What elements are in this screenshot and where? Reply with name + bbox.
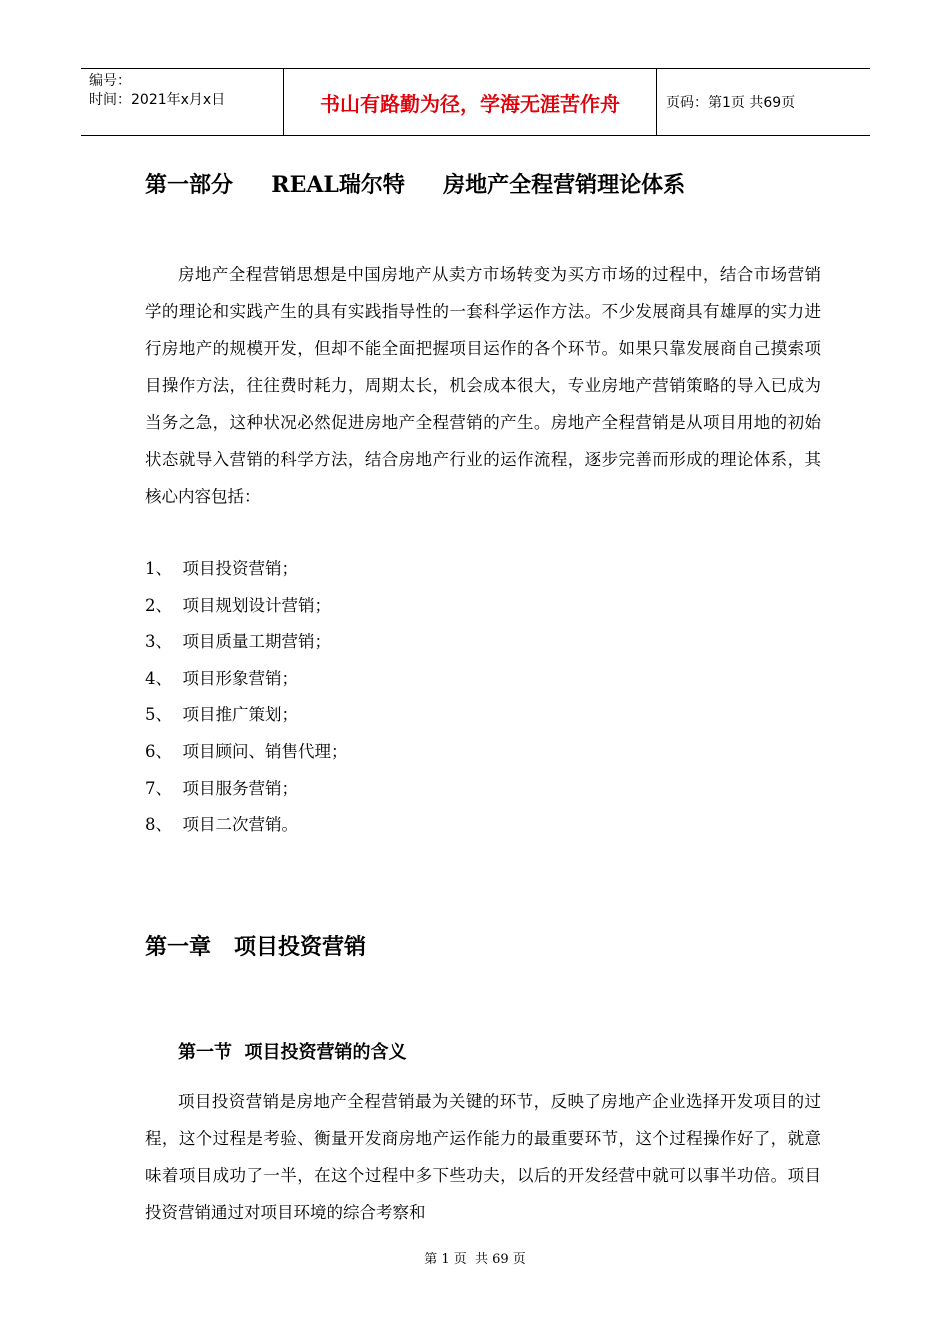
list-item: 7、 项目服务营销； xyxy=(145,778,298,798)
list-item: 3、 项目质量工期营销； xyxy=(145,632,331,652)
number-label: 编号： xyxy=(89,73,131,89)
header-motto-cell xyxy=(283,69,657,135)
section-paragraph-block xyxy=(145,1083,821,1231)
intro-paragraph: 房地产全程营销思想是中国房地产从卖方市场转变为买方市场的过程中，结合市场营销学的理论和实践产生的具有实践指导性的一套科学运作方法。不少发展商具有雄厚的实力进行房地产的规模开发，但却不能全面把握项目运作的各个环节。如果只靠发展商自己摸索项目操作方法，往往费时耗力，周期太长，机会成本很大，专业房地产营销策略的导入已成为当务之急，这种状况必然促进房地产全程营销的产生。房地产全程营销是从项目用地的初始状态就导入营销的科学方法，结合房地产行业的运作流程，逐步完善而形成的理论体系，其核心内容包括： xyxy=(145,265,821,506)
list-item: 2、 项目规划设计营销； xyxy=(145,595,331,615)
list-item: 4、 项目形象营销； xyxy=(145,668,298,688)
page-footer: 第 1 页 共 69 页 xyxy=(424,1252,526,1267)
part-title: 第一部分 REAL瑞尔特 房地产全程营销理论体系 xyxy=(145,172,686,198)
time-label: 时间：2021年x月x日 xyxy=(89,92,226,108)
chapter-title: 第一章 项目投资营销 xyxy=(145,935,366,960)
core-content-list xyxy=(145,551,348,844)
list-item: 5、 项目推广策划； xyxy=(145,705,298,725)
section-paragraph: 项目投资营销是房地产全程营销最为关键的环节，反映了房地产企业选择开发项目的过程，这个过程是考验、衡量开发商房地产运作能力的最重要环节，这个过程操作好了，就意味着项目成功了一半，在这个过程中多下些功夫，以后的开发经营中就可以事半功倍。项目投资营销通过对项目环境的综合考察和 xyxy=(145,1092,821,1222)
document-header xyxy=(81,68,870,136)
section-title: 第一节 项目投资营销的含义 xyxy=(178,1042,407,1063)
header-page-code: 页码：第1页 共69页 xyxy=(666,95,796,111)
intro-paragraph-block xyxy=(145,256,821,515)
list-item: 6、 项目顾问、销售代理； xyxy=(145,741,348,761)
list-item: 8、 项目二次营销。 xyxy=(145,815,298,835)
motto-text: 书山有路勤为径，学海无涯苦作舟 xyxy=(320,91,620,116)
list-item: 1、 项目投资营销； xyxy=(145,559,298,578)
header-meta xyxy=(81,69,283,135)
